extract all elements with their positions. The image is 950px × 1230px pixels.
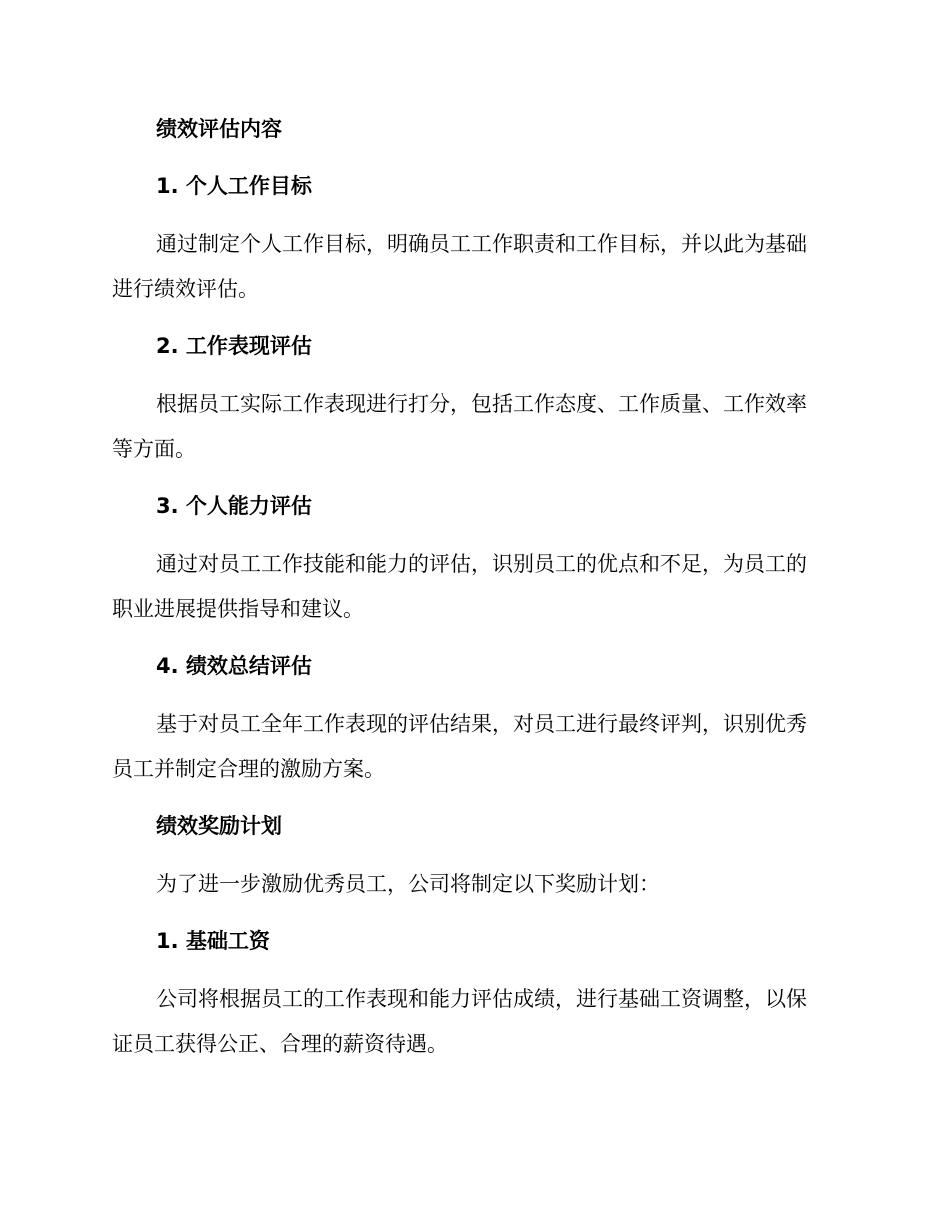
- paragraph-line: 员工并制定合理的激励方案。: [112, 757, 385, 781]
- paragraph-line: 等方面。: [112, 437, 196, 461]
- section-heading-evaluation: 绩效评估内容: [156, 117, 282, 141]
- paragraph-line: 职业进展提供指导和建议。: [112, 597, 364, 621]
- paragraph-line: 通过制定个人工作目标，明确员工工作职责和工作目标，并以此为基础: [156, 232, 807, 256]
- section-heading-rewards: 绩效奖励计划: [156, 814, 282, 838]
- item-title-ability: 3. 个人能力评估: [156, 494, 312, 518]
- paragraph-intro: 为了进一步激励优秀员工，公司将制定以下奖励计划：: [156, 872, 660, 896]
- item-title-base-salary: 1. 基础工资: [156, 929, 270, 953]
- paragraph-line: 基于对员工全年工作表现的评估结果，对员工进行最终评判，识别优秀: [156, 712, 807, 736]
- item-title-performance: 2. 工作表现评估: [156, 334, 312, 358]
- item-title-summary: 4. 绩效总结评估: [156, 654, 312, 678]
- paragraph-line: 根据员工实际工作表现进行打分，包括工作态度、工作质量、工作效率: [156, 392, 807, 416]
- item-title-personal-goals: 1. 个人工作目标: [156, 174, 312, 198]
- paragraph-line: 证员工获得公正、合理的薪资待遇。: [112, 1032, 448, 1056]
- paragraph-line: 通过对员工工作技能和能力的评估，识别员工的优点和不足，为员工的: [156, 552, 807, 576]
- paragraph-line: 公司将根据员工的工作表现和能力评估成绩，进行基础工资调整，以保: [156, 987, 807, 1011]
- paragraph-line: 进行绩效评估。: [112, 277, 259, 301]
